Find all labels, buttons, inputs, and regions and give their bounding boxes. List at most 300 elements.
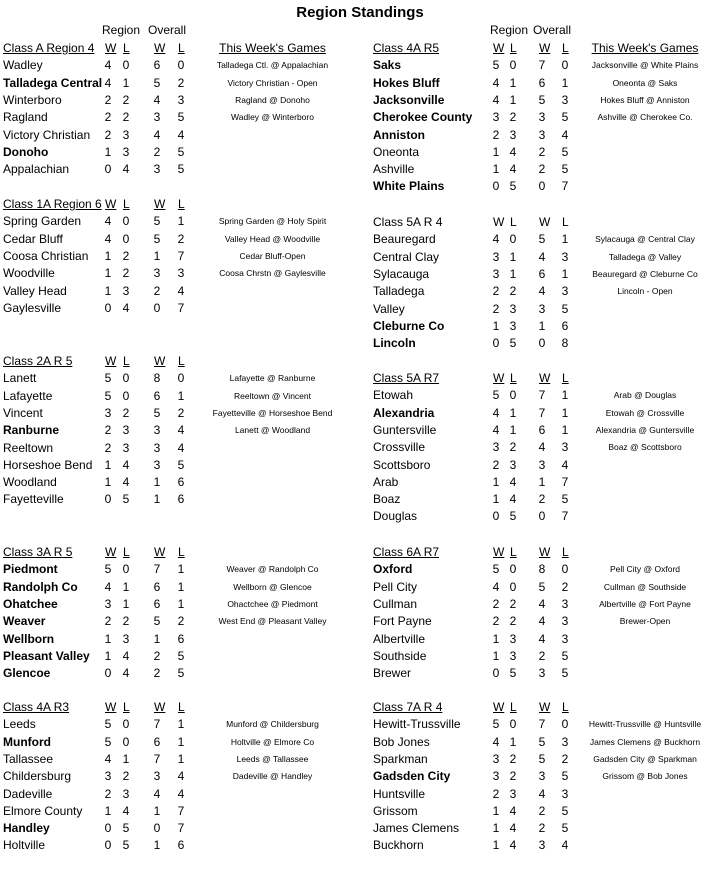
overall-wins: 5	[538, 734, 546, 749]
region-wins: 2	[492, 614, 500, 629]
overall-losses: 1	[177, 562, 185, 577]
col-w-region: W	[493, 700, 505, 714]
game-item: Weaver @ Randolph Co	[226, 564, 319, 575]
overall-wins: 8	[153, 371, 161, 386]
region-losses: 3	[509, 301, 517, 316]
overall-losses: 5	[561, 666, 569, 681]
overall-losses: 1	[561, 405, 569, 420]
games-header-label: This Week's Games	[219, 41, 326, 55]
team-row	[373, 301, 720, 318]
team-name: Appalachian	[3, 162, 70, 177]
region-losses: 2	[509, 596, 517, 611]
game-item: Reeltown @ Vincent	[234, 390, 311, 401]
region-losses: 2	[122, 92, 130, 107]
team-row	[373, 648, 720, 665]
col-w-region: W	[493, 41, 505, 55]
region-losses: 3	[509, 631, 517, 646]
region-wins: 4	[492, 75, 500, 90]
overall-losses: 2	[561, 751, 569, 766]
team-row	[373, 474, 720, 491]
overall-losses: 7	[177, 821, 185, 836]
team-row	[373, 803, 720, 820]
overall-losses: 0	[177, 58, 185, 73]
team-row	[373, 127, 720, 144]
overall-losses: 4	[177, 786, 185, 801]
overall-losses: 1	[177, 734, 185, 749]
overall-losses: 1	[561, 388, 569, 403]
region-losses: 1	[509, 734, 517, 749]
overall-losses: 5	[561, 144, 569, 159]
col-w-region: W	[493, 215, 505, 229]
team-row	[373, 820, 720, 837]
overall-losses: 3	[561, 596, 569, 611]
overall-wins: 7	[538, 405, 546, 420]
overall-losses: 7	[177, 248, 185, 263]
region-wins: 1	[492, 648, 500, 663]
team-row	[373, 491, 720, 508]
game-item: Ragland @ Donoho	[235, 94, 310, 105]
col-l-region: L	[123, 700, 130, 714]
team-row	[3, 144, 363, 161]
team-name: Anniston	[373, 127, 425, 142]
overall-wins: 2	[538, 144, 546, 159]
game-item: Munford @ Childersburg	[226, 719, 319, 730]
region-wins: 1	[104, 803, 112, 818]
region-wins: 1	[104, 266, 112, 281]
game-item: Talladega @ Valley	[608, 251, 682, 262]
overall-wins: 5	[538, 579, 546, 594]
team-name: Piedmont	[3, 562, 58, 577]
region-header-row	[373, 370, 720, 387]
team-row	[3, 803, 363, 820]
region-wins: 1	[104, 475, 112, 490]
overall-losses: 5	[177, 457, 185, 472]
team-name: Buckhorn	[373, 838, 424, 853]
col-w-region: W	[105, 41, 117, 55]
team-row	[3, 127, 363, 144]
region-losses: 0	[509, 232, 517, 247]
region-wins: 4	[104, 75, 112, 90]
overall-losses: 4	[177, 283, 185, 298]
col-l-region: L	[123, 197, 130, 211]
region-wins: 3	[492, 110, 500, 125]
overall-wins: 5	[153, 614, 161, 629]
team-name: Valley Head	[3, 283, 67, 298]
overall-wins: 6	[153, 734, 161, 749]
region-wins: 5	[104, 562, 112, 577]
games-header	[205, 40, 340, 57]
overall-wins: 3	[538, 110, 546, 125]
region-losses: 3	[122, 423, 130, 438]
region-losses: 5	[122, 492, 130, 507]
team-name: Ragland	[3, 110, 48, 125]
overall-wins: 2	[538, 648, 546, 663]
team-name: Sparkman	[373, 751, 428, 766]
overall-wins: 0	[153, 821, 161, 836]
region-wins: 0	[492, 336, 500, 351]
region-losses: 4	[509, 474, 517, 489]
region-wins: 2	[104, 127, 112, 142]
region-wins: 2	[492, 786, 500, 801]
region-header-row	[373, 699, 720, 716]
overall-wins: 1	[153, 248, 161, 263]
team-row	[373, 786, 720, 803]
game-item: Boaz @ Scottsboro	[608, 442, 682, 453]
region-wins: 1	[492, 318, 500, 333]
col-w-overall: W	[539, 545, 551, 559]
col-w-overall: W	[154, 545, 166, 559]
overall-losses: 0	[561, 562, 569, 577]
team-name: Vincent	[3, 405, 43, 420]
region-losses: 1	[509, 249, 517, 264]
region-wins: 1	[492, 838, 500, 853]
region-losses: 3	[122, 440, 130, 455]
overall-losses: 5	[561, 492, 569, 507]
region-losses: 0	[509, 388, 517, 403]
overall-losses: 3	[561, 440, 569, 455]
overall-losses: 1	[561, 232, 569, 247]
overall-wins: 3	[538, 769, 546, 784]
region-losses: 2	[509, 110, 517, 125]
team-name: Etowah	[373, 388, 414, 403]
team-name: White Plains	[373, 179, 445, 194]
overall-wins: 5	[153, 75, 161, 90]
region-losses: 5	[509, 666, 517, 681]
team-name: Oxford	[373, 562, 413, 577]
region-header-row	[3, 699, 363, 716]
game-item: Coosa Chrstn @ Gaylesville	[219, 268, 326, 279]
team-name: Ohatchee	[3, 596, 58, 611]
team-name: Alexandria	[373, 405, 435, 420]
region-losses: 2	[122, 405, 130, 420]
region-wins: 0	[492, 666, 500, 681]
overall-losses: 6	[177, 475, 185, 490]
overall-wins: 7	[538, 388, 546, 403]
overall-wins: 6	[153, 388, 161, 403]
region-wins: 3	[104, 596, 112, 611]
overall-losses: 7	[177, 300, 185, 315]
region-wins: 5	[104, 734, 112, 749]
page-title: Region Standings	[296, 4, 424, 21]
region-wins: 2	[492, 596, 500, 611]
region-losses: 5	[122, 821, 130, 836]
game-item: Wadley @ Winterboro	[231, 112, 314, 123]
game-item: Hokes Bluff @ Anniston	[600, 94, 690, 105]
region-losses: 3	[509, 786, 517, 801]
overall-losses: 6	[177, 631, 185, 646]
region-wins: 1	[492, 162, 500, 177]
overall-wins: 4	[153, 127, 161, 142]
overall-wins: 7	[153, 751, 161, 766]
region-wins: 4	[104, 751, 112, 766]
overall-wins: 3	[538, 838, 546, 853]
team-name: Spring Garden	[3, 214, 82, 229]
region-name: Class 4A R3	[3, 700, 70, 714]
team-name: Woodland	[3, 475, 57, 490]
region-name: Class A Region 4	[3, 41, 95, 55]
game-item: Cedar Bluff-Open	[239, 250, 306, 261]
team-name: Tallassee	[3, 751, 54, 766]
team-name: Pleasant Valley	[3, 648, 90, 663]
col-l-region: L	[510, 545, 517, 559]
overall-wins: 5	[153, 214, 161, 229]
overall-losses: 1	[177, 579, 185, 594]
region-wins: 3	[492, 751, 500, 766]
team-name: Jacksonville	[373, 92, 445, 107]
region-losses: 0	[122, 734, 130, 749]
team-name: Hewitt-Trussville	[373, 717, 461, 732]
region-wins: 0	[104, 821, 112, 836]
region-wins: 0	[104, 666, 112, 681]
game-item: Lincoln - Open	[617, 286, 673, 297]
left-region-header: Region	[102, 23, 141, 37]
region-losses: 5	[509, 336, 517, 351]
game-item: West End @ Pleasant Valley	[218, 616, 327, 627]
region-losses: 0	[122, 231, 130, 246]
team-row	[3, 837, 363, 854]
region-wins: 3	[104, 405, 112, 420]
region-losses: 2	[122, 248, 130, 263]
region-wins: 1	[104, 144, 112, 159]
overall-wins: 1	[153, 475, 161, 490]
team-row	[3, 300, 363, 317]
region-wins: 3	[492, 266, 500, 281]
region-losses: 1	[122, 75, 130, 90]
overall-losses: 4	[177, 440, 185, 455]
game-item: James Clemens @ Buckhorn	[589, 736, 701, 747]
overall-wins: 3	[153, 110, 161, 125]
game-item: Sylacauga @ Central Clay	[595, 234, 695, 245]
col-l-overall: L	[562, 371, 569, 385]
region-wins: 0	[104, 300, 112, 315]
overall-wins: 3	[538, 666, 546, 681]
region-losses: 1	[509, 75, 517, 90]
team-name: Handley	[3, 821, 50, 836]
team-name: Central Clay	[373, 249, 440, 264]
region-wins: 5	[104, 388, 112, 403]
region-losses: 2	[509, 614, 517, 629]
region-wins: 5	[492, 717, 500, 732]
overall-wins: 3	[153, 162, 161, 177]
region-wins: 2	[104, 786, 112, 801]
overall-wins: 0	[538, 509, 546, 524]
overall-wins: 4	[153, 92, 161, 107]
overall-wins: 1	[153, 803, 161, 818]
region-wins: 1	[492, 474, 500, 489]
team-name: Cullman	[373, 596, 418, 611]
team-row	[3, 474, 363, 491]
game-item: Lafayette @ Ranburne	[229, 373, 316, 384]
overall-losses: 5	[561, 803, 569, 818]
overall-wins: 5	[538, 232, 546, 247]
team-row	[373, 335, 720, 352]
team-name: Bob Jones	[373, 734, 430, 749]
col-w-overall: W	[539, 371, 551, 385]
overall-losses: 1	[177, 751, 185, 766]
overall-losses: 2	[177, 75, 185, 90]
overall-wins: 3	[153, 769, 161, 784]
overall-losses: 8	[561, 336, 569, 351]
overall-losses: 5	[561, 648, 569, 663]
game-item: Wellborn @ Glencoe	[233, 581, 312, 592]
overall-losses: 1	[561, 422, 569, 437]
region-wins: 2	[492, 284, 500, 299]
col-l-region: L	[510, 371, 517, 385]
region-losses: 4	[122, 162, 130, 177]
region-wins: 2	[104, 92, 112, 107]
overall-wins: 3	[153, 457, 161, 472]
overall-losses: 3	[561, 92, 569, 107]
overall-losses: 3	[561, 631, 569, 646]
region-losses: 3	[509, 127, 517, 142]
region-losses: 0	[509, 58, 517, 73]
overall-losses: 0	[561, 58, 569, 73]
region-losses: 3	[122, 786, 130, 801]
overall-wins: 4	[538, 284, 546, 299]
team-name: Southside	[373, 648, 427, 663]
region-wins: 4	[492, 422, 500, 437]
region-losses: 0	[122, 214, 130, 229]
game-item: Grissom @ Bob Jones	[602, 771, 688, 782]
team-name: Arab	[373, 474, 399, 489]
region-wins: 2	[104, 614, 112, 629]
region-name: Class 5A R7	[373, 371, 440, 385]
region-name: Class 4A R5	[373, 41, 440, 55]
col-w-overall: W	[539, 41, 551, 55]
overall-wins: 2	[538, 492, 546, 507]
team-name: Douglas	[373, 509, 418, 524]
team-name: Gadsden City	[373, 769, 451, 784]
overall-losses: 4	[177, 769, 185, 784]
overall-losses: 3	[561, 734, 569, 749]
team-row	[373, 837, 720, 854]
region-losses: 2	[509, 284, 517, 299]
col-w-overall: W	[154, 41, 166, 55]
team-name: Lincoln	[373, 336, 416, 351]
team-name: Beauregard	[373, 232, 436, 247]
region-losses: 4	[122, 300, 130, 315]
region-losses: 0	[509, 717, 517, 732]
overall-losses: 6	[177, 838, 185, 853]
left-overall-header: Overall	[148, 23, 187, 37]
game-item: Oneonta @ Saks	[612, 77, 678, 88]
col-l-region: L	[510, 700, 517, 714]
team-name: Talladega Central	[3, 75, 103, 90]
overall-losses: 7	[561, 474, 569, 489]
game-item: Jacksonville @ White Plains	[591, 60, 699, 71]
overall-wins: 2	[153, 666, 161, 681]
region-losses: 3	[509, 457, 517, 472]
overall-wins: 4	[538, 614, 546, 629]
region-losses: 2	[122, 769, 130, 784]
team-row	[373, 665, 720, 682]
game-item: Fayetteville @ Horseshoe Bend	[212, 407, 333, 418]
overall-wins: 6	[153, 58, 161, 73]
overall-losses: 2	[177, 405, 185, 420]
team-name: Huntsville	[373, 786, 426, 801]
region-losses: 1	[122, 596, 130, 611]
region-losses: 4	[509, 492, 517, 507]
overall-wins: 6	[538, 75, 546, 90]
overall-losses: 0	[177, 371, 185, 386]
col-w-region: W	[105, 197, 117, 211]
team-name: Boaz	[373, 492, 401, 507]
team-row	[3, 161, 363, 178]
overall-wins: 1	[538, 318, 546, 333]
overall-losses: 5	[561, 110, 569, 125]
game-item: Etowah @ Crossville	[605, 407, 685, 418]
game-item: Gadsden City @ Sparkman	[593, 753, 697, 764]
region-header-row	[3, 353, 363, 370]
region-losses: 4	[122, 666, 130, 681]
team-name: Sylacauga	[373, 266, 430, 281]
team-name: Albertville	[373, 631, 426, 646]
region-wins: 4	[104, 58, 112, 73]
region-losses: 4	[122, 648, 130, 663]
region-losses: 3	[122, 127, 130, 142]
region-losses: 4	[509, 803, 517, 818]
overall-wins: 2	[153, 283, 161, 298]
overall-wins: 3	[538, 457, 546, 472]
col-l-overall: L	[178, 41, 185, 55]
team-row	[373, 178, 720, 195]
region-wins: 4	[104, 214, 112, 229]
region-losses: 3	[122, 631, 130, 646]
overall-wins: 7	[538, 58, 546, 73]
col-w-region: W	[493, 545, 505, 559]
region-losses: 5	[509, 179, 517, 194]
region-losses: 1	[509, 422, 517, 437]
region-wins: 2	[104, 110, 112, 125]
region-wins: 1	[492, 803, 500, 818]
region-losses: 1	[509, 92, 517, 107]
region-wins: 4	[492, 405, 500, 420]
overall-wins: 2	[538, 162, 546, 177]
col-l-overall: L	[562, 41, 569, 55]
region-wins: 0	[104, 162, 112, 177]
overall-wins: 3	[153, 266, 161, 281]
overall-wins: 4	[538, 440, 546, 455]
region-wins: 4	[492, 232, 500, 247]
region-wins: 1	[104, 248, 112, 263]
overall-losses: 5	[177, 162, 185, 177]
overall-losses: 4	[561, 127, 569, 142]
overall-losses: 4	[177, 423, 185, 438]
team-row	[3, 648, 363, 665]
overall-losses: 5	[177, 110, 185, 125]
team-name: Ashville	[373, 162, 415, 177]
overall-losses: 2	[177, 231, 185, 246]
game-item: Arab @ Douglas	[613, 390, 677, 401]
team-row	[3, 457, 363, 474]
col-w-region: W	[105, 354, 117, 368]
right-region-header: Region	[490, 23, 529, 37]
region-wins: 0	[492, 509, 500, 524]
col-l-overall: L	[178, 700, 185, 714]
overall-losses: 5	[561, 821, 569, 836]
col-l-overall: L	[562, 545, 569, 559]
team-row	[3, 440, 363, 457]
team-name: Cedar Bluff	[3, 231, 63, 246]
region-losses: 0	[122, 371, 130, 386]
region-wins: 5	[492, 562, 500, 577]
overall-wins: 6	[153, 596, 161, 611]
region-losses: 0	[122, 58, 130, 73]
overall-losses: 3	[561, 786, 569, 801]
region-losses: 0	[509, 562, 517, 577]
team-name: Lafayette	[3, 388, 53, 403]
team-name: Guntersville	[373, 422, 437, 437]
